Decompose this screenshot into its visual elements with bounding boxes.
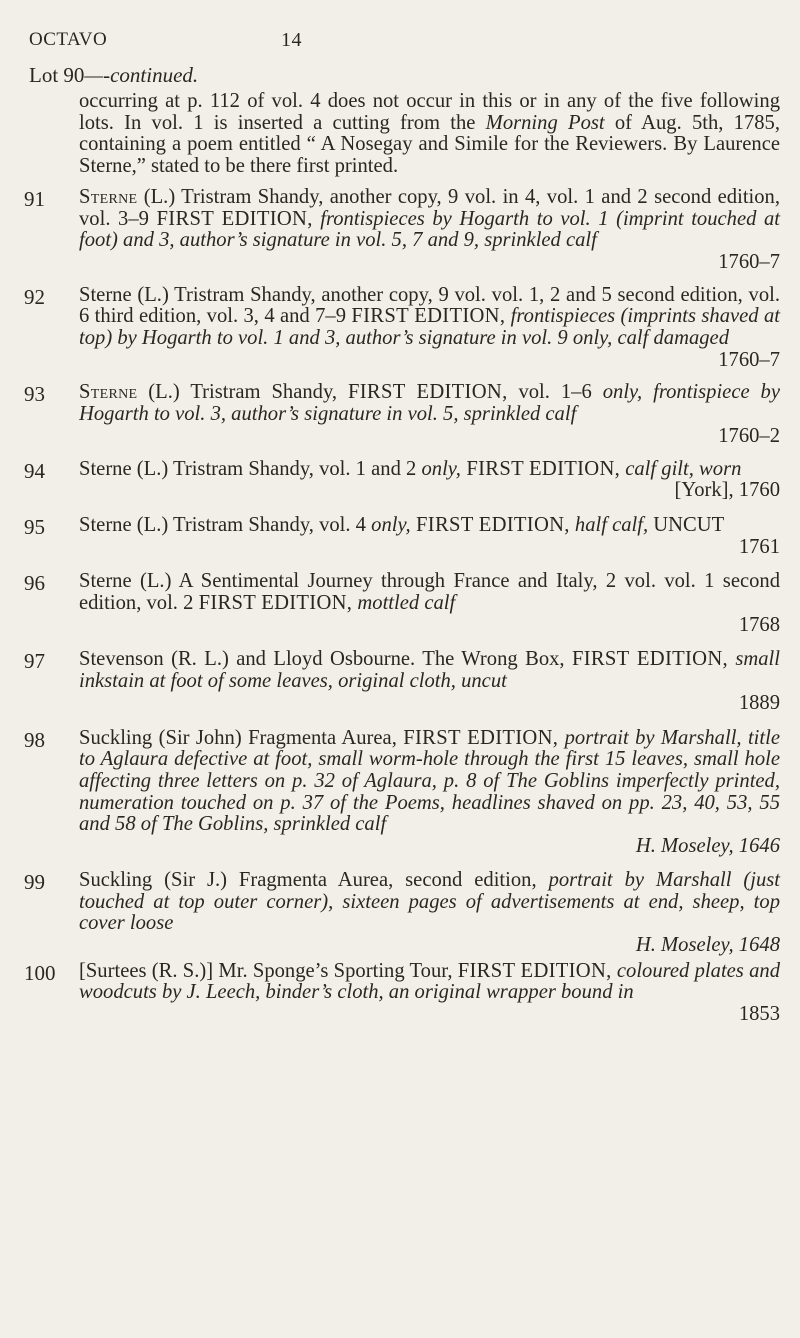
lot-description: Sterne (L.) Tristram Shandy, another copy, 9 vol. in 4, vol. 1 and 2 second edition, vol. 3–9 FIRST EDITION, frontispieces by Hogarth to vol. 1 (imprint touched at foot) and 3, author’s signature in vol. 5, 7 and 9, sprinkled calf 1760–7 [79,185,780,273]
lot-date: 1761 [738,535,780,558]
lot-entry [24,728,780,858]
lot-90-continuation [24,91,780,178]
lot-entry [24,870,780,957]
lot-date: H. Moseley, 1646 [635,835,780,858]
lot-description: [Surtees (R. S.)] Mr. Sponge’s Sporting Tour, FIRST EDITION, coloured plates and woodcuts by J. Leech, binder’s cloth, an original wrapper bound in 1853 [79,959,780,1026]
continued-label: —-continued. [84,63,199,87]
lot-description: Sterne (L.) Tristram Shandy, vol. 4 only, FIRST EDITION, half calf, UNCUT 1761 [79,513,780,558]
lot-entry [24,571,780,636]
lot-label: Lot 90 [29,63,85,87]
lot-entry [24,459,780,502]
lot-number: 92 [24,284,45,309]
lot-description: Sterne (L.) A Sentimental Journey through France and Italy, 2 vol. vol. 1 second edition, vol. 2 FIRST EDITION, mottled calf 1768 [79,570,780,636]
lot-date: 1760–2 [718,424,780,447]
lot-date: [York], 1760 [674,479,780,502]
lot-number: 91 [24,186,45,211]
lot-entry [24,285,780,372]
lot-description: Sterne (L.) Tristram Shandy, vol. 1 and 2 only, FIRST EDITION, calf gilt, worn [York], 1760 [79,457,780,502]
lot-date: 1760–7 [718,348,780,371]
lot-description: Sterne (L.) Tristram Shandy, another copy, 9 vol. vol. 1, 2 and 5 second edition, vol. 6 third edition, vol. 3, 4 and 7–9 FIRST EDITION, frontispieces (imprints shaved at top) by Hogarth to vol. 1 and 3, author’s signature in vol. 9 only, calf damaged 1760–7 [79,283,780,371]
section-title: OCTAVO [29,29,108,50]
lot-number: 93 [24,382,45,407]
lot-date: 1889 [738,691,780,714]
lot-entry [24,187,780,274]
lot-number: 96 [24,571,45,596]
lot-number: 100 [24,960,56,985]
lot-description: Suckling (Sir J.) Fragmenta Aurea, second edition, portrait by Marshall (just touched at top outer corner), sixteen pages of advertisements at end, sheep, top cover loose H. Moseley, 1648 [79,868,780,956]
continued-heading [29,63,198,88]
lot-number: 98 [24,727,45,752]
lot-number: 99 [24,869,45,894]
lot-date: H. Moseley, 1648 [635,933,780,956]
lot-description: Sterne (L.) Tristram Shandy, FIRST EDITION, vol. 1–6 only, frontispiece by Hogarth to vol. 3, author’s signature in vol. 5, sprinkled calf 1760–2 [79,381,780,447]
lot-description: Stevenson (R. L.) and Lloyd Osbourne. The Wrong Box, FIRST EDITION, small inkstain at foot of some leaves, original cloth, uncut 1889 [79,648,780,714]
lot-list [24,91,780,1026]
page-number: 14 [281,29,302,51]
lot-entry [24,961,780,1026]
lot-entry [24,649,780,714]
lot-date: 1768 [738,613,780,636]
lot-90-text: occurring at p. 112 of vol. 4 does not occur in this or in any of the five following lots. In vol. 1 is inserted a cutting from the Morning Post of Aug. 5th, 1785, containing a poem entitled “ A Nosegay and Simile for the Reviewers. By Laurence Sterne,” stated to be there first printed. [79,90,780,178]
lot-entry [24,382,780,447]
lot-date: 1853 [738,1003,780,1026]
lot-entry [24,515,780,558]
running-header [29,29,680,53]
lot-number: 94 [24,458,45,483]
lot-description: Suckling (Sir John) Fragmenta Aurea, FIRST EDITION, portrait by Marshall, title to Aglaura defective at foot, small worm-hole through the first 15 leaves, small hole affecting three letters on p. 32 of Aglaura, p. 8 of The Goblins imperfectly printed, numeration touched on p. 37 of the Poems, headlines shaved on pp. 23, 40, 53, 55 and 58 of The Goblins, sprinkled calf H. Moseley, 1646 [79,726,780,858]
lot-number: 97 [24,649,45,674]
lot-number: 95 [24,514,45,539]
lot-date: 1760–7 [718,250,780,273]
